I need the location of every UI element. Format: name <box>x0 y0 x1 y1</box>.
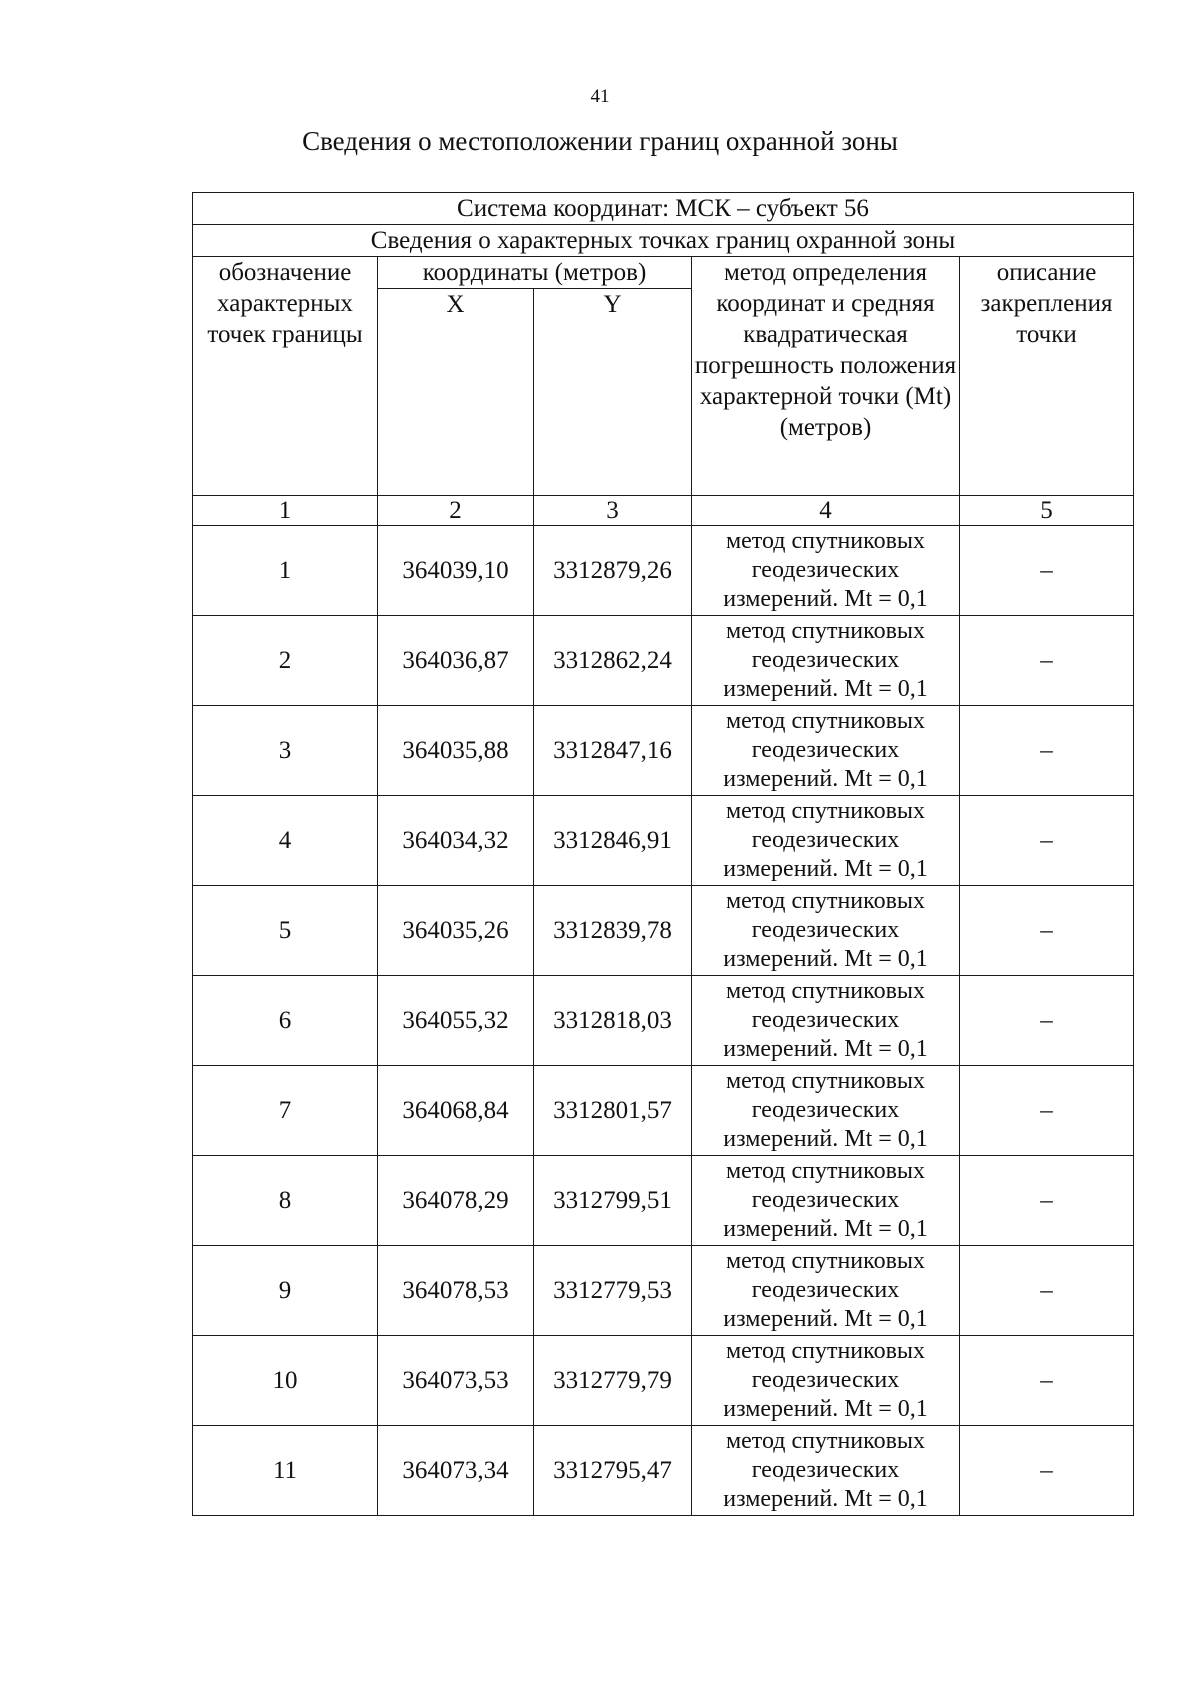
point-designation-cell: 2 <box>193 616 378 706</box>
x-coordinate-cell: 364078,29 <box>378 1156 534 1246</box>
coordinate-system-row <box>193 193 1134 225</box>
column-number: 1 <box>193 496 378 526</box>
table-row <box>193 976 1134 1066</box>
x-coordinate-cell: 364034,32 <box>378 796 534 886</box>
y-coordinate-cell: 3312818,03 <box>534 976 692 1066</box>
description-cell: – <box>960 886 1134 976</box>
column-number: 2 <box>378 496 534 526</box>
description-cell: – <box>960 1246 1134 1336</box>
point-designation-cell: 8 <box>193 1156 378 1246</box>
description-cell: – <box>960 1426 1134 1516</box>
point-designation-cell: 11 <box>193 1426 378 1516</box>
column-number: 3 <box>534 496 692 526</box>
description-cell: – <box>960 796 1134 886</box>
table-row <box>193 526 1134 616</box>
method-cell: метод спутниковых геодезических измерений. Mt = 0,1 <box>692 796 960 886</box>
x-coordinate-cell: 364078,53 <box>378 1246 534 1336</box>
x-coordinate-cell: 364055,32 <box>378 976 534 1066</box>
column-number: 5 <box>960 496 1134 526</box>
method-cell: метод спутниковых геодезических измерений. Mt = 0,1 <box>692 886 960 976</box>
description-cell: – <box>960 706 1134 796</box>
point-designation-cell: 9 <box>193 1246 378 1336</box>
point-designation-cell: 3 <box>193 706 378 796</box>
table-row <box>193 1246 1134 1336</box>
description-cell: – <box>960 1336 1134 1426</box>
x-coordinate-cell: 364073,53 <box>378 1336 534 1426</box>
point-designation-cell: 7 <box>193 1066 378 1156</box>
header-x: X <box>378 289 534 496</box>
table-row <box>193 1426 1134 1516</box>
header-designation: обозначение характерных точек границы <box>193 257 378 496</box>
point-designation-cell: 1 <box>193 526 378 616</box>
points-info-cell: Сведения о характерных точках границ охранной зоны <box>193 225 1134 257</box>
method-cell: метод спутниковых геодезических измерений. Mt = 0,1 <box>692 1066 960 1156</box>
y-coordinate-cell: 3312801,57 <box>534 1066 692 1156</box>
y-coordinate-cell: 3312779,53 <box>534 1246 692 1336</box>
y-coordinate-cell: 3312879,26 <box>534 526 692 616</box>
description-cell: – <box>960 526 1134 616</box>
x-coordinate-cell: 364073,34 <box>378 1426 534 1516</box>
header-method: метод определения координат и средняя квадратическая погрешность положения характерной точки (Mt) (метров) <box>692 257 960 496</box>
page-number: 41 <box>590 86 610 107</box>
method-cell: метод спутниковых геодезических измерений. Mt = 0,1 <box>692 976 960 1066</box>
method-cell: метод спутниковых геодезических измерений. Mt = 0,1 <box>692 1156 960 1246</box>
method-cell: метод спутниковых геодезических измерений. Mt = 0,1 <box>692 1426 960 1516</box>
x-coordinate-cell: 364068,84 <box>378 1066 534 1156</box>
point-designation-cell: 10 <box>193 1336 378 1426</box>
coordinate-system-cell: Система координат: МСК – субъект 56 <box>193 193 1134 225</box>
table-row <box>193 1336 1134 1426</box>
method-cell: метод спутниковых геодезических измерений. Mt = 0,1 <box>692 706 960 796</box>
header-description: описание закрепления точки <box>960 257 1134 496</box>
method-cell: метод спутниковых геодезических измерений. Mt = 0,1 <box>692 616 960 706</box>
point-designation-cell: 5 <box>193 886 378 976</box>
table-row <box>193 796 1134 886</box>
table-row <box>193 886 1134 976</box>
points-info-row <box>193 225 1134 257</box>
y-coordinate-cell: 3312839,78 <box>534 886 692 976</box>
method-cell: метод спутниковых геодезических измерений. Mt = 0,1 <box>692 526 960 616</box>
boundary-points-table <box>192 192 1134 1516</box>
x-coordinate-cell: 364036,87 <box>378 616 534 706</box>
header-y: Y <box>534 289 692 496</box>
table-row <box>193 1156 1134 1246</box>
y-coordinate-cell: 3312847,16 <box>534 706 692 796</box>
x-coordinate-cell: 364035,88 <box>378 706 534 796</box>
y-coordinate-cell: 3312846,91 <box>534 796 692 886</box>
description-cell: – <box>960 1156 1134 1246</box>
column-numbers-row <box>193 496 1134 526</box>
document-title: Сведения о местоположении границ охранной зоны <box>302 126 898 156</box>
point-designation-cell: 4 <box>193 796 378 886</box>
header-row <box>193 257 1134 289</box>
column-number: 4 <box>692 496 960 526</box>
method-cell: метод спутниковых геодезических измерений. Mt = 0,1 <box>692 1246 960 1336</box>
method-cell: метод спутниковых геодезических измерений. Mt = 0,1 <box>692 1336 960 1426</box>
description-cell: – <box>960 976 1134 1066</box>
x-coordinate-cell: 364039,10 <box>378 526 534 616</box>
y-coordinate-cell: 3312862,24 <box>534 616 692 706</box>
table-row <box>193 706 1134 796</box>
y-coordinate-cell: 3312779,79 <box>534 1336 692 1426</box>
table-row <box>193 1066 1134 1156</box>
header-coordinates: координаты (метров) <box>378 257 692 289</box>
point-designation-cell: 6 <box>193 976 378 1066</box>
y-coordinate-cell: 3312795,47 <box>534 1426 692 1516</box>
description-cell: – <box>960 1066 1134 1156</box>
x-coordinate-cell: 364035,26 <box>378 886 534 976</box>
table-row <box>193 616 1134 706</box>
description-cell: – <box>960 616 1134 706</box>
y-coordinate-cell: 3312799,51 <box>534 1156 692 1246</box>
